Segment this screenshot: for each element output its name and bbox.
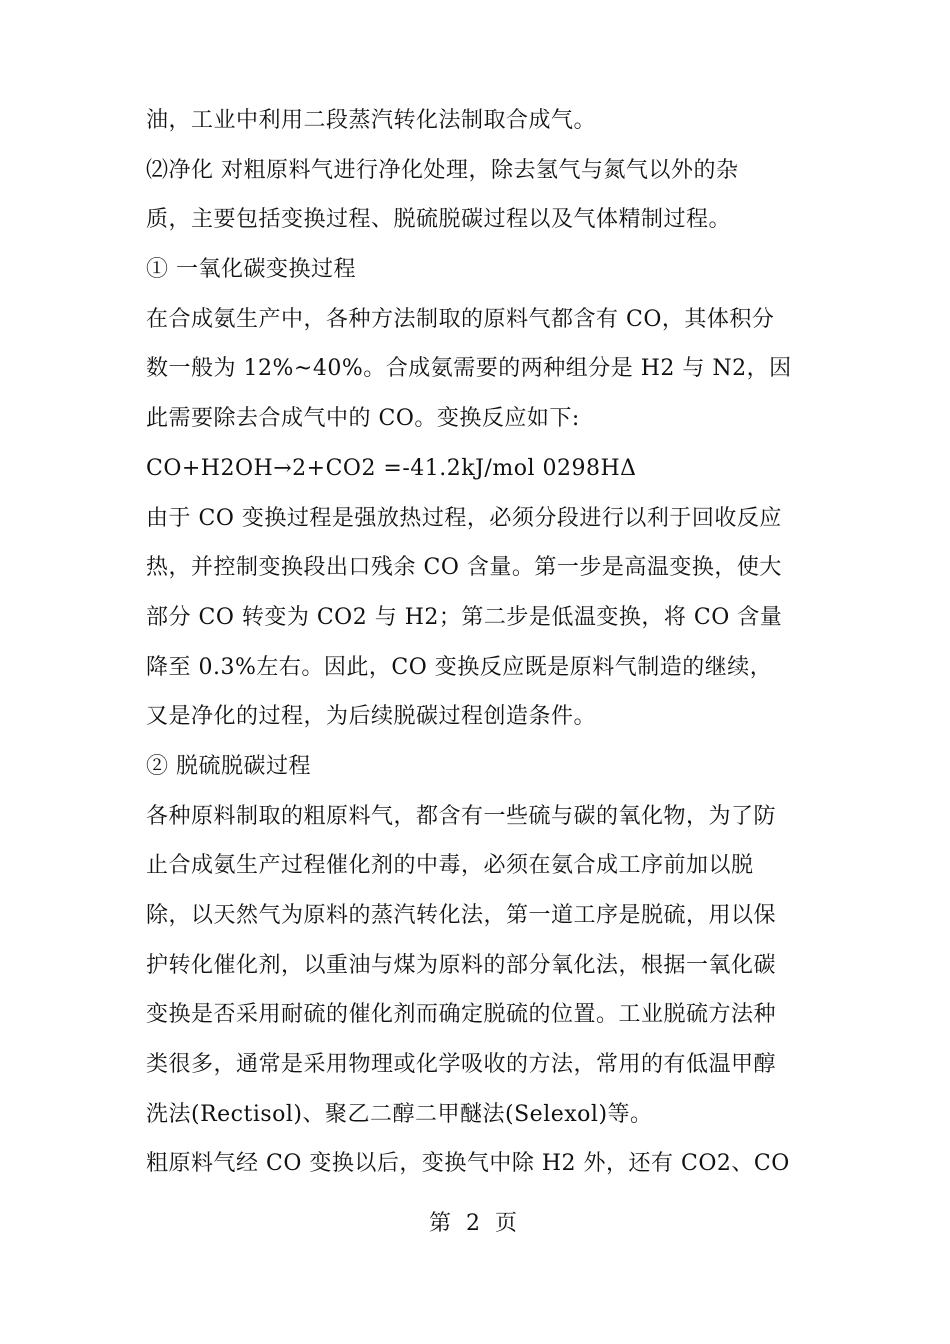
text-line: ⑵净化 对粗原料气进行净化处理，除去氢气与氮气以外的杂	[146, 157, 739, 183]
text-line: 粗原料气经 CO 变换以后，变换气中除 H2 外，还有 CO2、CO	[146, 1151, 790, 1177]
text-line: 各种原料制取的粗原料气，都含有一些硫与碳的氧化物，为了防	[146, 803, 777, 829]
section-heading: ① 一氧化碳变换过程	[146, 257, 356, 283]
text-line: 油，工业中利用二段蒸汽转化法制取合成气。	[146, 108, 597, 133]
page-number: 第 2 页	[429, 1211, 521, 1236]
equation-line: CO+H2OH→2+CO2 =-41.2kJ/mol 0298HΔ	[146, 455, 637, 481]
text-line: 护转化催化剂，以重油与煤为原料的部分氧化法，根据一氧化碳	[146, 952, 777, 978]
text-line: 在合成氨生产中，各种方法制取的原料气都含有 CO，其体积分	[146, 306, 775, 332]
text-line: 洗法(Rectisol)、聚乙二醇二甲醚法(Selexol)等。	[146, 1101, 653, 1127]
document-body	[146, 96, 816, 1189]
text-line: 类很多，通常是采用物理或化学吸收的方法，常用的有低温甲醇	[146, 1052, 777, 1078]
text-line: 除，以天然气为原料的蒸汽转化法，第一道工序是脱硫，用以保	[146, 903, 777, 928]
section-heading: ② 脱硫脱碳过程	[146, 753, 311, 779]
text-line: 止合成氨生产过程催化剂的中毒，必须在氨合成工序前加以脱	[146, 853, 754, 879]
text-line: 变换是否采用耐硫的催化剂而确定脱硫的位置。工业脱硫方法种	[146, 1002, 777, 1028]
text-line: 质，主要包括变换过程、脱硫脱碳过程以及气体精制过程。	[146, 207, 732, 233]
text-line: 降至 0.3%左右。因此，CO 变换反应既是原料气制造的继续，	[146, 654, 773, 680]
text-line: 由于 CO 变换过程是强放热过程，必须分段进行以利于回收反应	[146, 505, 782, 531]
text-line: 部分 CO 转变为 CO2 与 H2；第二步是低温变换，将 CO 含量	[146, 604, 783, 630]
text-line: 数一般为 12%~40%。合成氨需要的两种组分是 H2 与 N2，因	[146, 356, 792, 382]
text-line: 又是净化的过程，为后续脱碳过程创造条件。	[146, 704, 597, 730]
text-line: 此需要除去合成气中的 CO。变换反应如下:	[146, 406, 580, 432]
text-line: 热，并控制变换段出口残余 CO 含量。第一步是高温变换，使大	[146, 555, 782, 581]
